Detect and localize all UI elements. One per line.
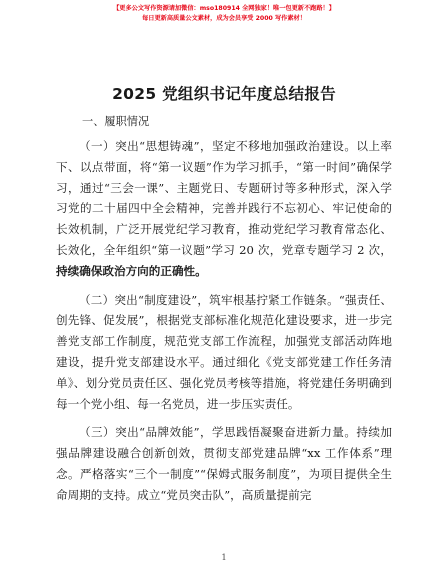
paragraph-1-text: （一）突出“思想铸魂”，坚定不移地加强政治建设。以上率下、以点带面，将“第一议题”作为学习抓手，“第一时间”确保学习，通过“三会一课”、主题党日、专题研讨等多种形式，深入学习党的二十届四中全会精神，完善并践行不忘初心、牢记使命的长效机制，广泛开展党纪学习教育，推动党纪学习教育常态化、长效化，全年组织“第一议题”学习 20 次，党章专题学习 2 次，	[56, 139, 392, 257]
promo-line-1: 【更多公文写作资源请加微信：mso180914 全网独家！唯一包更新不跑路！】	[113, 5, 335, 12]
promo-line-2: 每日更新高质量公文素材，成为会员享受 2000 写作素材！	[142, 15, 306, 22]
page-number: 1	[221, 553, 227, 562]
paragraph-2	[56, 290, 392, 415]
paragraph-2-text: （二）突出“制度建设”，筑牢根基拧紧工作链条。“强责任、创先锋、促发展”，根据党支部标准化规范化建设要求，进一步完善党支部工作制度，规范党支部工作流程，加强党支部活动阵地建设，提升党支部建设水平。通过细化《党支部党建工作任务清单》、划分党员责任区、强化党员考核等措施，将党建任务明确到每一个党小组、每一名党员，进一步压实责任。	[56, 292, 392, 411]
section-heading: 一、履职情况	[82, 115, 150, 128]
paragraph-3-text: （三）突出“品牌效能”，学思践悟凝聚奋进新力量。持续加强品牌建设融合创新创效，贯彻支部党建品牌“xx 工作体系”理念。严格落实“三个一制度”“保姆式服务制度”，为项目提供全生命周期的支持。成立“党员突击队”，高质量提前完	[56, 425, 392, 502]
paragraph-3	[56, 422, 392, 505]
promo-banner	[0, 4, 448, 24]
document-title: 2025 党组织书记年度总结报告	[112, 85, 336, 103]
paragraph-1-bold: 持续确保政治方向的正确性。	[56, 263, 207, 278]
document-body	[56, 136, 392, 514]
paragraph-1	[56, 136, 392, 282]
